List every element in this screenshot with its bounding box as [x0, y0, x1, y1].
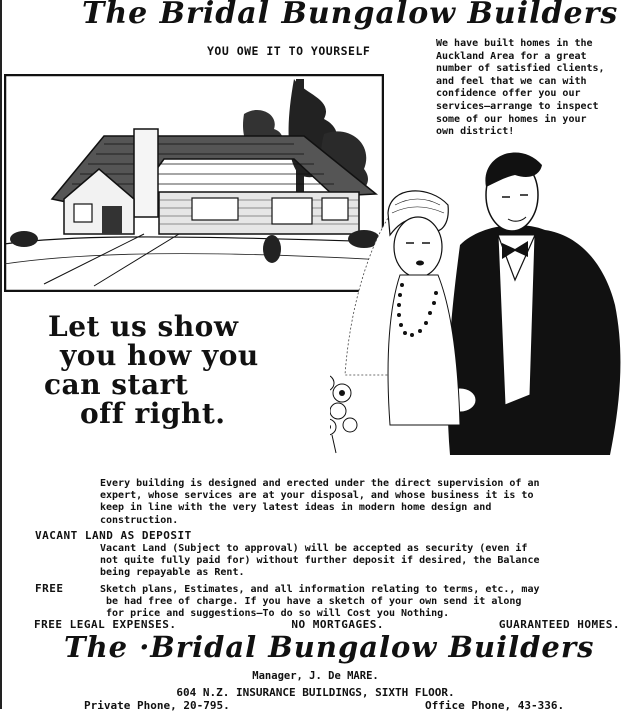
intro-line: Auckland Area for a great	[436, 50, 587, 62]
intro-line: confidence offer you our	[436, 88, 581, 100]
vacant-land-heading: VACANT LAND AS DEPOSIT	[35, 529, 192, 542]
body-line: expert, whose services are at your disposal, and whose business it is to	[100, 490, 534, 502]
feature-mortgages: NO MORTGAGES.	[291, 618, 384, 631]
page-title: The Bridal Bungalow Builders	[82, 0, 619, 31]
intro-line: some of our homes in your	[436, 113, 587, 125]
body-line: construction.	[100, 514, 179, 526]
office-phone: Office Phone, 43-336.	[425, 699, 565, 712]
intro-line: number of satisfied clients,	[436, 63, 605, 75]
body-paragraph	[100, 478, 622, 527]
slogan-line: you how you	[60, 339, 259, 372]
slogan	[44, 312, 259, 428]
free-line: be had free of charge. If you have a sketch of your own send it along	[106, 596, 522, 608]
vacant-line: not quite fully paid for) without further deposit if desired, the Balance	[100, 555, 540, 567]
body-line: keep in line with the very latest ideas in modern home design and	[100, 502, 492, 514]
feature-guaranteed: GUARANTEED HOMES.	[498, 618, 620, 631]
tagline: YOU OWE IT TO YOURSELF	[207, 44, 371, 58]
private-phone: Private Phone, 20-795.	[84, 699, 230, 712]
manager-line: Manager, J. De MARE.	[252, 670, 379, 682]
intro-line: services—arrange to inspect	[436, 100, 599, 112]
slogan-line: Let us show	[48, 310, 239, 343]
left-border-rule	[0, 0, 2, 709]
bride-and-groom-illustration	[330, 135, 630, 470]
free-text	[100, 584, 622, 621]
intro-text	[436, 38, 628, 139]
footer-title: The ·Bridal Bungalow Builders	[64, 630, 595, 664]
body-line: Every building is designed and erected under the direct supervision of an	[100, 478, 540, 489]
free-line: for price and suggestions—To do so will Cost you Nothing.	[106, 608, 450, 620]
slogan-line: off right.	[80, 397, 226, 430]
vacant-line: Vacant Land (Subject to approval) will be accepted as security (even if	[100, 543, 528, 554]
free-line: Sketch plans, Estimates, and all information relating to terms, etc., may	[100, 584, 540, 595]
bungalow-illustration	[4, 74, 384, 292]
intro-line: and feel that we can with	[436, 75, 587, 87]
intro-line: We have built homes in the	[436, 38, 593, 49]
vacant-land-text	[100, 543, 622, 580]
intro-line: own district!	[436, 126, 515, 138]
vacant-line: being repayable as Rent.	[100, 567, 245, 579]
address-line: 604 N.Z. INSURANCE BUILDINGS, SIXTH FLOOR.	[176, 686, 455, 699]
free-label: FREE	[35, 582, 64, 595]
slogan-line: can start	[44, 368, 189, 401]
feature-legal: FREE LEGAL EXPENSES.	[34, 618, 177, 631]
